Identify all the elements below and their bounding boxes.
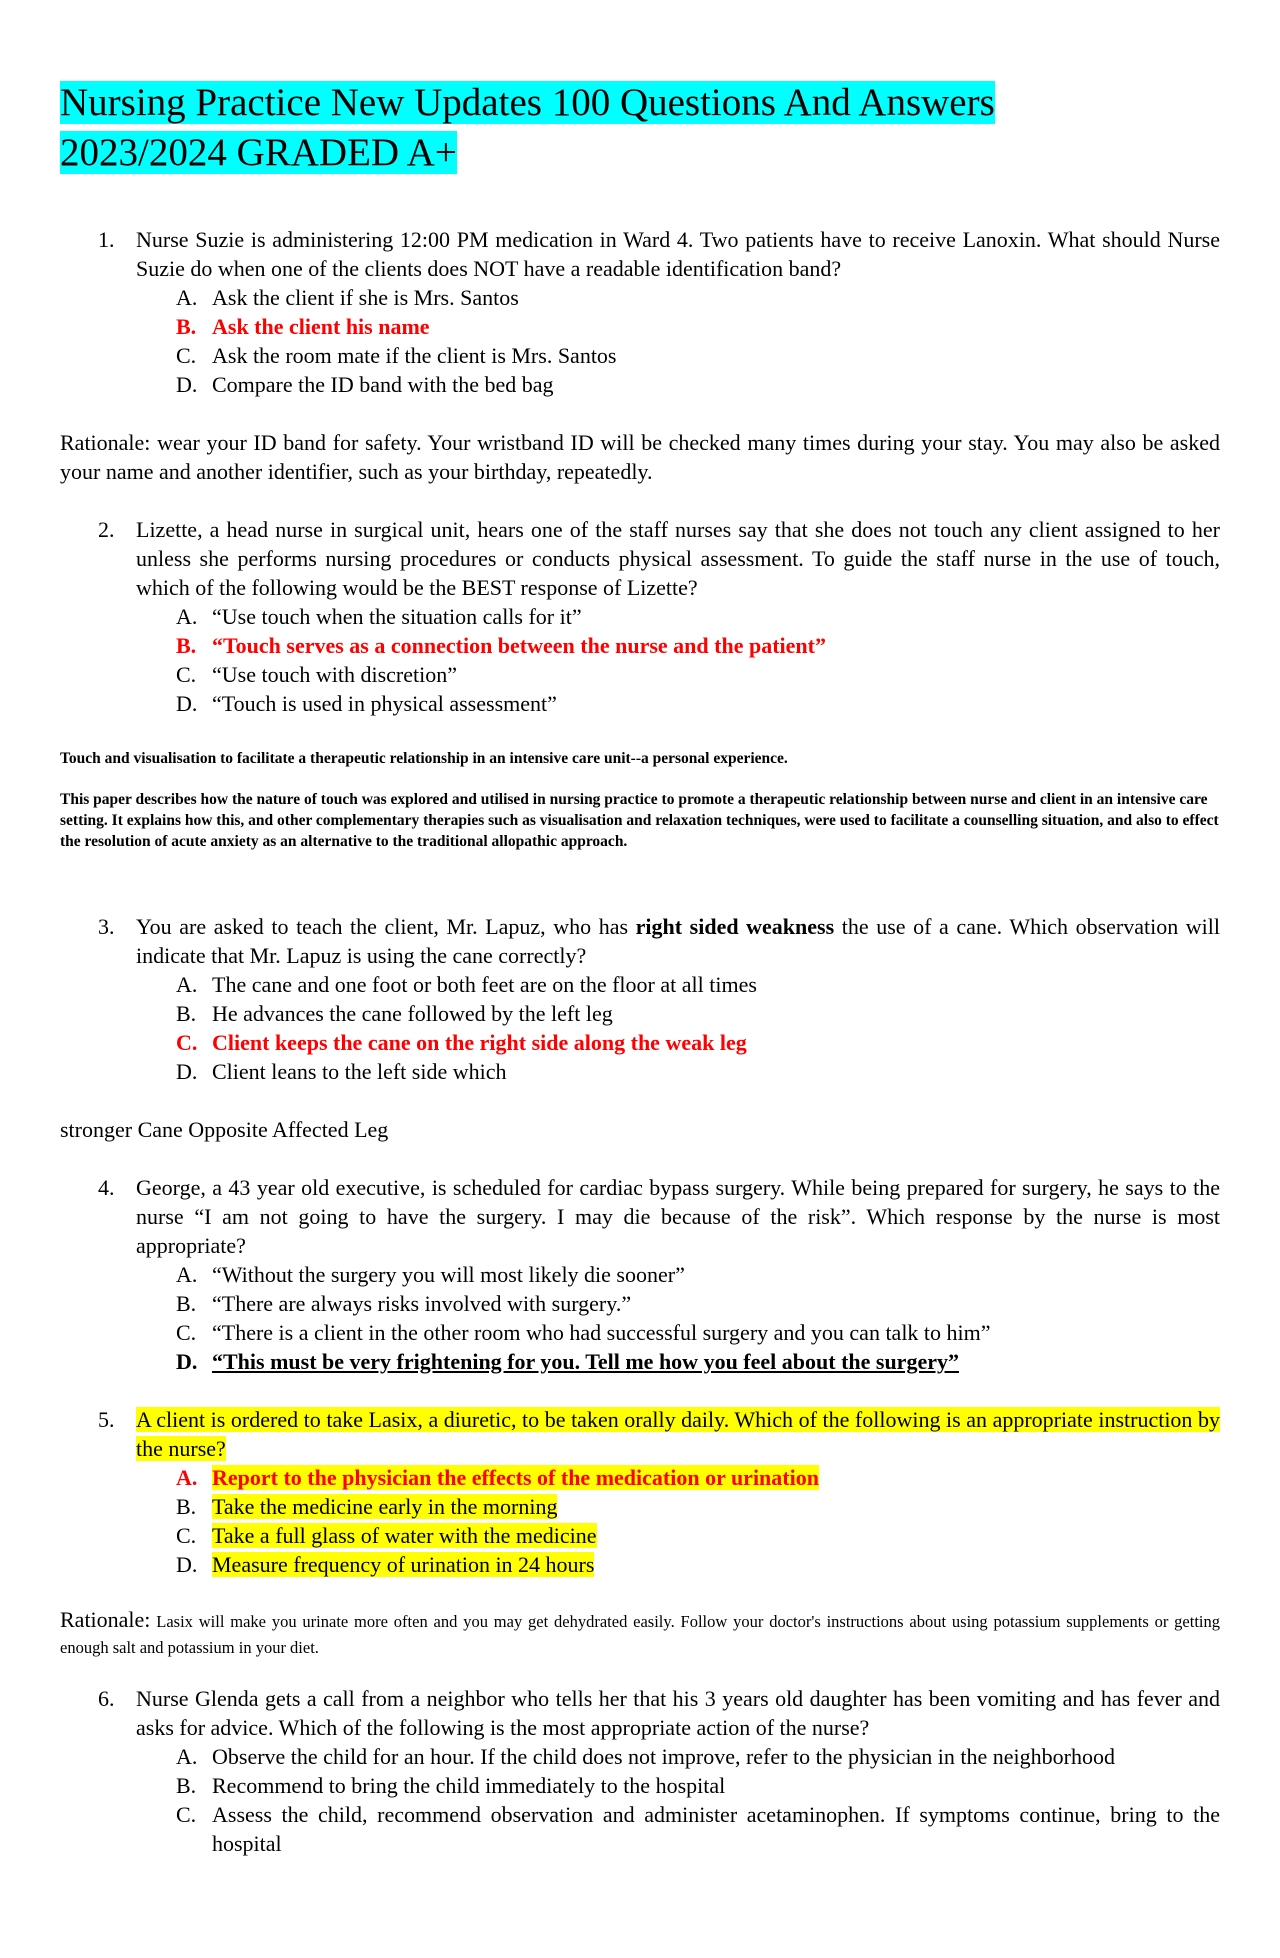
question-text: A client is ordered to take Lasix, a diuretic, to be taken orally daily. Which of the following is an appropriate instruction by the nurse? (136, 1407, 1220, 1461)
option-letter: B. (176, 1291, 197, 1316)
title-line-2: 2023/2024 GRADED A+ (60, 131, 457, 174)
question-3-options (60, 970, 1220, 1086)
title-line-1: Nursing Practice New Updates 100 Questions And Answers (60, 81, 995, 124)
option-a (176, 970, 1220, 999)
option-letter: B. (176, 314, 197, 339)
option-letter: A. (176, 1262, 198, 1287)
question-emphasis: right sided weakness (635, 914, 835, 939)
option-b-answer (176, 312, 1220, 341)
question-2 (60, 515, 1220, 602)
option-letter: A. (176, 972, 198, 997)
option-d (176, 689, 1220, 718)
rationale-1: Rationale: wear your ID band for safety. Your wristband ID will be checked many times during your stay. You may also be asked your name and another identifier, such as your birthday, repeatedly. (60, 430, 1220, 484)
option-text: Recommend to bring the child immediately to the hospital (212, 1773, 726, 1798)
option-letter: C. (176, 1802, 197, 1827)
question-1-options (60, 283, 1220, 399)
option-text: Ask the client if she is Mrs. Santos (212, 285, 519, 310)
option-d (176, 370, 1220, 399)
question-number: 4. (98, 1175, 115, 1200)
option-a (176, 283, 1220, 312)
document-title (60, 78, 1220, 178)
question-1 (60, 225, 1220, 283)
document-page (60, 0, 1220, 1858)
option-c (176, 1521, 1220, 1550)
note-body-2: This paper describes how the nature of touch was explored and utilised in nursing practice to promote a therapeutic relationship between nurse and client in an intensive care setting. It explains how this, and other complementary therapies such as visualisation and relaxation techniques, were used to facilitate a counselling situation, and also to effect the resolution of acute anxiety as an alternative to the traditional allopathic approach. (60, 791, 1219, 850)
question-text: Nurse Suzie is administering 12:00 PM medication in Ward 4. Two patients have to receive Lanoxin. What should Nurse Suzie do when one of the clients does NOT have a readable identification band? (136, 227, 1220, 281)
rationale-label: Rationale: (60, 1607, 151, 1632)
option-text: Observe the child for an hour. If the child does not improve, refer to the physician in the neighborhood (212, 1744, 1115, 1769)
option-text: “Use touch with discretion” (212, 662, 457, 687)
question-5 (60, 1405, 1220, 1463)
option-letter: B. (176, 1773, 197, 1798)
option-a-answer (176, 1463, 1220, 1492)
option-c (176, 1800, 1220, 1858)
option-letter: C. (176, 1030, 198, 1055)
option-text: “Touch is used in physical assessment” (212, 691, 557, 716)
option-letter: C. (176, 343, 197, 368)
option-b (176, 1492, 1220, 1521)
option-text: Report to the physician the effects of the medication or urination (212, 1465, 819, 1490)
option-c (176, 341, 1220, 370)
option-text: Client keeps the cane on the right side along the weak leg (212, 1030, 747, 1055)
option-letter: D. (176, 691, 198, 716)
option-letter: D. (176, 1552, 198, 1577)
option-letter: A. (176, 604, 198, 629)
question-4 (60, 1173, 1220, 1260)
option-d (176, 1550, 1220, 1579)
option-text: Measure frequency of urination in 24 hours (212, 1552, 595, 1577)
question-text: Lizette, a head nurse in surgical unit, hears one of the staff nurses say that she does not touch any client assigned to her unless she performs nursing procedures or conducts physical assessment. To guide the staff nurse in the use of touch, which of the following would be the BEST response of Lizette? (136, 517, 1220, 600)
option-letter: D. (176, 1349, 198, 1374)
option-text: The cane and one foot or both feet are on the floor at all times (212, 972, 757, 997)
question-number: 2. (98, 517, 115, 542)
question-text: George, a 43 year old executive, is scheduled for cardiac bypass surgery. While being prepared for surgery, he says to the nurse “I am not going to have the surgery. I may die because of the risk”. Which response by the nurse is most appropriate? (136, 1175, 1220, 1258)
option-letter: A. (176, 1465, 198, 1490)
option-letter: A. (176, 1744, 198, 1769)
option-text: “There is a client in the other room who had successful surgery and you can talk to him” (212, 1320, 991, 1345)
question-text: You are asked to teach the client, Mr. Lapuz, who has (136, 914, 636, 939)
option-text: “This must be very frightening for you. Tell me how you feel about the surgery” (212, 1349, 959, 1374)
option-a (176, 1742, 1220, 1771)
question-text: Nurse Glenda gets a call from a neighbor who tells her that his 3 years old daughter has been vomiting and has fever and asks for advice. Which of the following is the most appropriate action of the nurse? (136, 1686, 1220, 1740)
option-text: Assess the child, recommend observation and administer acetaminophen. If symptoms continue, bring to the hospital (212, 1802, 1220, 1856)
option-d-answer (176, 1347, 1220, 1376)
question-number: 1. (98, 227, 115, 252)
option-letter: D. (176, 372, 198, 397)
option-letter: B. (176, 1494, 197, 1519)
option-text: He advances the cane followed by the left leg (212, 1001, 613, 1026)
option-a (176, 1260, 1220, 1289)
option-d (176, 1057, 1220, 1086)
question-6 (60, 1684, 1220, 1742)
rationale-text: Lasix will make you urinate more often and you may get dehydrated easily. Follow your doctor's instructions about using potassium supplements or getting enough salt and potassium in your diet. (60, 1612, 1220, 1657)
option-text: “Use touch when the situation calls for it” (212, 604, 582, 629)
option-text: Ask the room mate if the client is Mrs. Santos (212, 343, 617, 368)
option-b (176, 999, 1220, 1028)
option-text: Compare the ID band with the bed bag (212, 372, 554, 397)
option-a (176, 602, 1220, 631)
option-letter: B. (176, 1001, 197, 1026)
option-c-answer (176, 1028, 1220, 1057)
option-letter: C. (176, 1320, 197, 1345)
note-title-2: Touch and visualisation to facilitate a therapeutic relationship in an intensive care unit--a personal experience. (60, 750, 788, 767)
question-2-options (60, 602, 1220, 718)
option-letter: D. (176, 1059, 198, 1084)
option-letter: C. (176, 662, 197, 687)
option-letter: B. (176, 633, 197, 658)
question-number: 5. (98, 1407, 115, 1432)
option-c (176, 660, 1220, 689)
option-text: Take a full glass of water with the medicine (212, 1523, 597, 1548)
option-text: “There are always risks involved with surgery.” (212, 1291, 632, 1316)
question-3 (60, 912, 1220, 970)
option-b-answer (176, 631, 1220, 660)
option-text: “Touch serves as a connection between the nurse and the patient” (212, 633, 826, 658)
question-text-rest: the use of a cane. Which observation will indicate that Mr. Lapuz is using the cane correctly? (136, 914, 1221, 968)
question-5-options (60, 1463, 1220, 1579)
option-c (176, 1318, 1220, 1347)
option-text: “Without the surgery you will most likely die sooner” (212, 1262, 685, 1287)
question-number: 6. (98, 1686, 115, 1711)
question-4-options (60, 1260, 1220, 1376)
option-text: Take the medicine early in the morning (212, 1494, 558, 1519)
option-letter: C. (176, 1523, 197, 1548)
question-6-options (60, 1742, 1220, 1858)
option-b (176, 1289, 1220, 1318)
option-text: Client leans to the left side which (212, 1059, 507, 1084)
rationale-5 (60, 1608, 1220, 1660)
option-b (176, 1771, 1220, 1800)
option-text: Ask the client his name (212, 314, 430, 339)
option-letter: A. (176, 285, 198, 310)
note-3: stronger Cane Opposite Affected Leg (60, 1117, 389, 1142)
question-number: 3. (98, 914, 115, 939)
